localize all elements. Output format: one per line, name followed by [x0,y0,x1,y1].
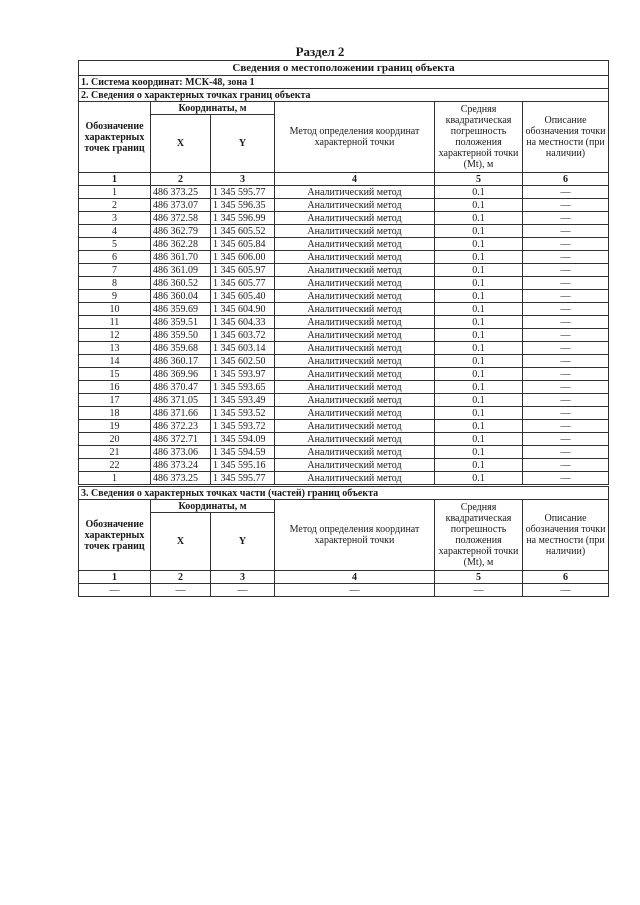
cell-description: — [523,316,609,329]
cell-x: 486 371.66 [151,407,211,420]
cell-method: Аналитический метод [275,251,435,264]
cell-description: — [523,368,609,381]
cell-accuracy: — [435,584,523,597]
cell-method: Аналитический метод [275,277,435,290]
header-method: Метод определения координат характерной точки [275,102,435,173]
cell-method: Аналитический метод [275,303,435,316]
cell-y: — [211,584,275,597]
cell-accuracy: 0.1 [435,355,523,368]
header-x: X [151,115,211,173]
cell-point: 21 [79,446,151,459]
table-title: Сведения о местоположении границ объекта [79,61,609,76]
table-row [79,459,609,472]
cell-accuracy: 0.1 [435,303,523,316]
cell-x: 486 361.70 [151,251,211,264]
cell-description: — [523,433,609,446]
cell-description: — [523,264,609,277]
column-number: 3 [211,173,275,186]
cell-point: 19 [79,420,151,433]
cell-description: — [523,238,609,251]
cell-x: 486 373.07 [151,199,211,212]
table-row [79,290,609,303]
cell-method: — [275,584,435,597]
table-row [79,186,609,199]
cell-x: 486 359.69 [151,303,211,316]
part-header-method: Метод определения координат характерной точки [275,500,435,571]
cell-point: 4 [79,225,151,238]
cell-point: 5 [79,238,151,251]
cell-method: Аналитический метод [275,420,435,433]
column-number: 1 [79,173,151,186]
part-header-accuracy: Средняя квадратическая погрешность положения характерной точки (Mt), м [435,500,523,571]
cell-method: Аналитический метод [275,446,435,459]
section-title: Раздел 2 [295,44,345,59]
cell-x: 486 359.68 [151,342,211,355]
cell-x: 486 372.23 [151,420,211,433]
cell-description: — [523,186,609,199]
cell-x: 486 373.24 [151,459,211,472]
cell-x: — [151,584,211,597]
cell-point: 13 [79,342,151,355]
cell-method: Аналитический метод [275,316,435,329]
cell-y: 1 345 594.59 [211,446,275,459]
cell-point: 10 [79,303,151,316]
cell-description: — [523,212,609,225]
cell-point: 18 [79,407,151,420]
cell-x: 486 359.51 [151,316,211,329]
cell-accuracy: 0.1 [435,264,523,277]
cell-point: 2 [79,199,151,212]
cell-accuracy: 0.1 [435,368,523,381]
cell-description: — [523,199,609,212]
cell-accuracy: 0.1 [435,277,523,290]
cell-point: 11 [79,316,151,329]
cell-y: 1 345 593.49 [211,394,275,407]
cell-y: 1 345 595.77 [211,472,275,485]
part-header-description: Описание обозначения точки на местности (при наличии) [523,500,609,571]
cell-description: — [523,472,609,485]
table-row [79,394,609,407]
cell-description: — [523,251,609,264]
part-header-coords: Координаты, м [151,500,275,513]
cell-accuracy: 0.1 [435,225,523,238]
table-row [79,329,609,342]
cell-method: Аналитический метод [275,264,435,277]
cell-y: 1 345 593.72 [211,420,275,433]
column-number: 3 [211,571,275,584]
table-row [79,472,609,485]
cell-y: 1 345 596.99 [211,212,275,225]
table-row [79,238,609,251]
cell-accuracy: 0.1 [435,472,523,485]
cell-description: — [523,394,609,407]
header-accuracy: Средняя квадратическая погрешность положения характерной точки (Mt), м [435,102,523,173]
cell-x: 486 359.50 [151,329,211,342]
cell-accuracy: 0.1 [435,199,523,212]
cell-x: 486 372.58 [151,212,211,225]
cell-y: 1 345 594.09 [211,433,275,446]
cell-x: 486 361.09 [151,264,211,277]
cell-method: Аналитический метод [275,394,435,407]
column-numbers-row [79,173,609,186]
table-row [79,277,609,290]
table-row [79,381,609,394]
part-header-y: Y [211,513,275,571]
cell-description: — [523,303,609,316]
table-row [79,446,609,459]
cell-x: 486 373.25 [151,472,211,485]
cell-description: — [523,381,609,394]
table-row [79,316,609,329]
cell-description: — [523,584,609,597]
cell-point: 20 [79,433,151,446]
cell-x: 486 373.06 [151,446,211,459]
cell-description: — [523,420,609,433]
cell-accuracy: 0.1 [435,433,523,446]
cell-method: Аналитический метод [275,381,435,394]
header-coords: Координаты, м [151,102,275,115]
cell-point: 3 [79,212,151,225]
cell-y: 1 345 593.52 [211,407,275,420]
cell-accuracy: 0.1 [435,238,523,251]
table-row [79,342,609,355]
table-row [79,264,609,277]
cell-x: 486 372.71 [151,433,211,446]
cell-point: 1 [79,186,151,199]
table-row [79,407,609,420]
cell-method: Аналитический метод [275,407,435,420]
cell-y: 1 345 604.33 [211,316,275,329]
column-number: 6 [523,173,609,186]
table-row [79,433,609,446]
cell-description: — [523,290,609,303]
cell-method: Аналитический метод [275,212,435,225]
cell-accuracy: 0.1 [435,394,523,407]
cell-method: Аналитический метод [275,355,435,368]
cell-accuracy: 0.1 [435,381,523,394]
header-point: Обозначение характерных точек границ [79,102,151,173]
cell-point: 14 [79,355,151,368]
boundary-info: 2. Сведения о характерных точках границ объекта [79,89,609,102]
table-row [79,368,609,381]
cell-y: 1 345 603.72 [211,329,275,342]
cell-description: — [523,459,609,472]
cell-point: 7 [79,264,151,277]
cell-y: 1 345 605.52 [211,225,275,238]
cell-description: — [523,329,609,342]
header-description: Описание обозначения точки на местности (при наличии) [523,102,609,173]
cell-x: 486 362.28 [151,238,211,251]
cell-y: 1 345 605.40 [211,290,275,303]
cell-x: 486 360.17 [151,355,211,368]
cell-accuracy: 0.1 [435,316,523,329]
cell-x: 486 373.25 [151,186,211,199]
cell-point: 22 [79,459,151,472]
column-number: 4 [275,571,435,584]
coord-system: 1. Система координат: МСК-48, зона 1 [79,76,609,89]
cell-y: 1 345 605.77 [211,277,275,290]
table-row [79,420,609,433]
column-number: 1 [79,571,151,584]
table-row [79,212,609,225]
cell-point: 15 [79,368,151,381]
cell-accuracy: 0.1 [435,407,523,420]
cell-accuracy: 0.1 [435,420,523,433]
cell-point: 16 [79,381,151,394]
cell-description: — [523,407,609,420]
cell-method: Аналитический метод [275,368,435,381]
column-number: 5 [435,571,523,584]
cell-point: — [79,584,151,597]
cell-point: 8 [79,277,151,290]
cell-y: 1 345 605.84 [211,238,275,251]
cell-description: — [523,342,609,355]
cell-x: 486 360.04 [151,290,211,303]
part-header-point: Обозначение характерных точек границ [79,500,151,571]
cell-y: 1 345 603.14 [211,342,275,355]
cell-description: — [523,225,609,238]
cell-accuracy: 0.1 [435,342,523,355]
column-number: 4 [275,173,435,186]
cell-x: 486 362.79 [151,225,211,238]
cell-x: 486 360.52 [151,277,211,290]
cell-method: Аналитический метод [275,329,435,342]
cell-x: 486 370.47 [151,381,211,394]
table-row [79,584,609,597]
cell-method: Аналитический метод [275,433,435,446]
cell-method: Аналитический метод [275,225,435,238]
table-row [79,199,609,212]
cell-accuracy: 0.1 [435,329,523,342]
cell-point: 6 [79,251,151,264]
cell-accuracy: 0.1 [435,251,523,264]
table-row [79,303,609,316]
cell-y: 1 345 595.16 [211,459,275,472]
table-row [79,225,609,238]
cell-y: 1 345 606.00 [211,251,275,264]
boundary-points-table [78,60,609,485]
cell-y: 1 345 596.35 [211,199,275,212]
cell-method: Аналитический метод [275,238,435,251]
cell-accuracy: 0.1 [435,186,523,199]
cell-y: 1 345 595.77 [211,186,275,199]
cell-accuracy: 0.1 [435,459,523,472]
column-number: 6 [523,571,609,584]
cell-method: Аналитический метод [275,342,435,355]
cell-y: 1 345 602.50 [211,355,275,368]
cell-method: Аналитический метод [275,199,435,212]
cell-method: Аналитический метод [275,459,435,472]
cell-description: — [523,446,609,459]
cell-method: Аналитический метод [275,186,435,199]
cell-point: 12 [79,329,151,342]
cell-y: 1 345 593.65 [211,381,275,394]
cell-y: 1 345 605.97 [211,264,275,277]
column-number: 2 [151,173,211,186]
cell-y: 1 345 604.90 [211,303,275,316]
cell-point: 9 [79,290,151,303]
part-header-x: X [151,513,211,571]
cell-point: 1 [79,472,151,485]
part-points-table [78,486,609,597]
cell-accuracy: 0.1 [435,212,523,225]
cell-accuracy: 0.1 [435,446,523,459]
table-row [79,251,609,264]
cell-x: 486 371.05 [151,394,211,407]
cell-accuracy: 0.1 [435,290,523,303]
column-numbers-row [79,571,609,584]
column-number: 2 [151,571,211,584]
table-row [79,355,609,368]
cell-y: 1 345 593.97 [211,368,275,381]
part-info: 3. Сведения о характерных точках части (частей) границ объекта [79,487,609,500]
cell-method: Аналитический метод [275,290,435,303]
header-y: Y [211,115,275,173]
cell-point: 17 [79,394,151,407]
column-number: 5 [435,173,523,186]
cell-description: — [523,277,609,290]
cell-description: — [523,355,609,368]
cell-method: Аналитический метод [275,472,435,485]
cell-x: 486 369.96 [151,368,211,381]
